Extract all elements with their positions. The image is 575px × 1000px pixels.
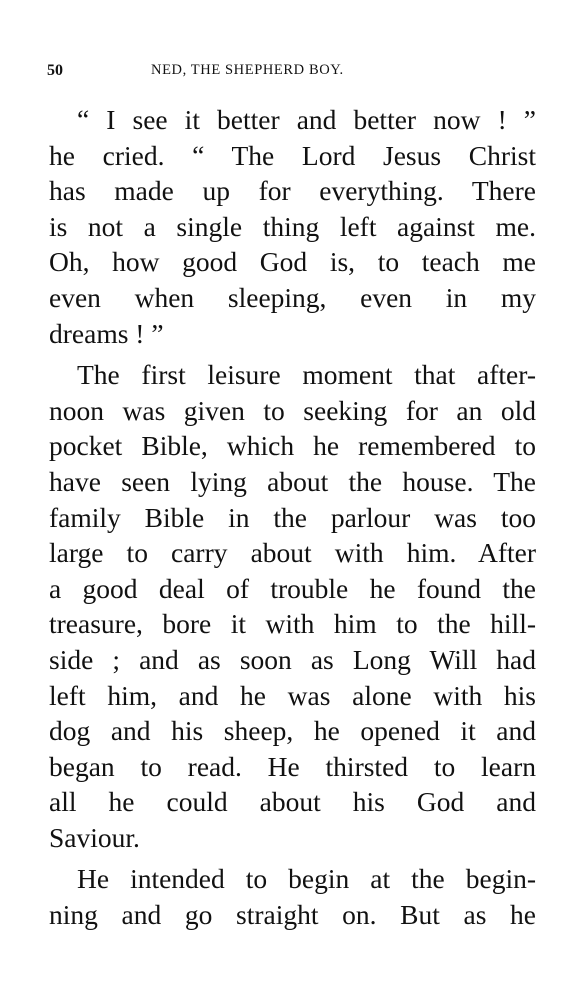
paragraph-3	[49, 861, 536, 932]
paragraph-1	[49, 102, 536, 351]
text-line: a good deal of trouble he found the	[49, 572, 536, 604]
text-line: Oh, how good God is, to teach me	[49, 246, 536, 278]
text-line: The first leisure moment that after-	[77, 359, 536, 391]
text-line: Saviour.	[49, 821, 140, 853]
text-line: has made up for everything. There	[49, 175, 536, 207]
text-line: ning and go straight on. But as he	[49, 899, 536, 931]
page-header	[47, 62, 537, 86]
text-line: he cried. “ The Lord Jesus Christ	[49, 139, 536, 171]
page-body	[49, 102, 536, 933]
text-line: treasure, bore it with him to the hill-	[49, 608, 536, 640]
text-line: large to carry about with him. After	[49, 537, 536, 569]
text-line: family Bible in the parlour was too	[49, 501, 536, 533]
text-line: began to read. He thirsted to learn	[49, 750, 536, 782]
text-line: “ I see it better and better now ! ”	[77, 104, 536, 135]
text-line: left him, and he was alone with his	[49, 679, 536, 711]
text-line: is not a single thing left against me.	[49, 210, 536, 242]
text-line: have seen lying about the house. The	[49, 465, 536, 497]
text-line: side ; and as soon as Long Will had	[49, 643, 536, 675]
text-line: He intended to begin at the begin-	[77, 863, 536, 895]
text-line: dog and his sheep, he opened it and	[49, 715, 536, 747]
page-number: 50	[47, 62, 63, 79]
paragraph-2	[49, 357, 536, 855]
text-line: all he could about his God and	[49, 786, 536, 818]
text-line: pocket Bible, which he remembered to	[49, 430, 536, 462]
text-line: dreams ! ”	[49, 317, 164, 349]
text-line: noon was given to seeking for an old	[49, 394, 536, 426]
text-line: even when sleeping, even in my	[49, 281, 536, 313]
running-title: NED, THE SHEPHERD BOY.	[151, 62, 344, 78]
